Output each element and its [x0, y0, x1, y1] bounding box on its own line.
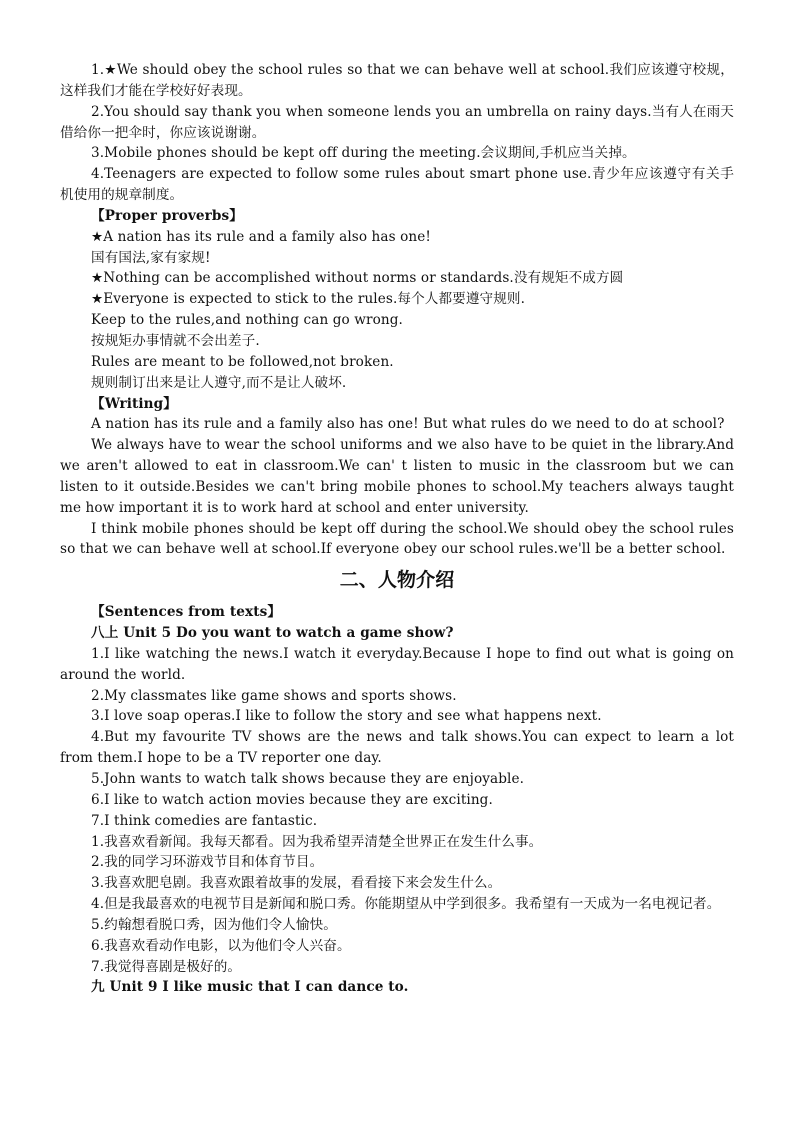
chinese-sentence: 4.但是我最喜欢的电视节目是新闻和脱口秀。你能期望从中学到很多。我希望有一天成为一名电视记者。: [91, 896, 721, 913]
english-sentence: 6.I like to watch action movies because they are exciting.: [91, 791, 493, 808]
chinese-sentence: 3.我喜欢肥皂剧。我喜欢跟着故事的发展，看看接下来会发生什么。: [91, 875, 502, 892]
unit5-chinese-sentences: [60, 832, 734, 978]
rules-sentence: 4.Teenagers are expected to follow some rules about smart phone use.青少年应该遵守有关手机使用的规章制度。: [60, 166, 734, 204]
unit-title: 八上 Unit 5 Do you want to watch a game show?: [91, 625, 454, 642]
rules-sentence: 2.You should say thank you when someone lends you an umbrella on rainy days.当有人在雨天借给你一把伞时，你应该说谢谢。: [60, 103, 734, 141]
rules-sentence-list: [60, 60, 734, 206]
writing-paragraph: I think mobile phones should be kept off during the school.We should obey the school rules so that we can behave well at school.If everyone obey our school rules.we'll be a better school.: [60, 520, 734, 558]
rules-sentence: 1.★We should obey the school rules so that we can behave well at school.我们应该遵守校规，这样我们才能在学校好好表现。: [60, 62, 734, 99]
writing-body: [60, 414, 734, 560]
english-sentence: 7.I think comedies are fantastic.: [91, 812, 318, 829]
proverb-line: 国有国法,家有家规!: [91, 249, 211, 266]
unit-title: 九 Unit 9 I like music that I can dance to.: [91, 979, 409, 996]
writing-heading: 【Writing】: [91, 395, 177, 412]
writing-paragraph: A nation has its rule and a family also has one! But what rules do we need to do at school?: [91, 416, 725, 433]
proverb-line: Keep to the rules,and nothing can go wrong.: [91, 312, 403, 329]
texts-heading: 【Sentences from texts】: [91, 604, 282, 621]
proverb-line: ★A nation has its rule and a family also has one!: [91, 228, 431, 245]
english-sentence: 5.John wants to watch talk shows because they are enjoyable.: [91, 771, 525, 787]
english-sentence: 4.But my favourite TV shows are the news and talk shows.You can expect to learn a lot from them.I hope to be a TV reporter one day.: [60, 729, 734, 767]
chinese-sentence: 2.我的同学习环游戏节目和体育节目。: [91, 854, 324, 871]
chinese-sentence: 5.约翰想看脱口秀，因为他们令人愉快。: [91, 916, 337, 933]
chinese-sentence: 7.我觉得喜剧是极好的。: [91, 958, 242, 975]
proverbs-list: [60, 227, 734, 394]
proverb-line: 按规矩办事情就不会出差子.: [91, 332, 260, 349]
proverb-line: Rules are meant to be followed,not broken.: [91, 353, 394, 370]
chinese-sentence: 1.我喜欢看新闻。我每天都看。因为我希望弄清楚全世界正在发生什么事。: [91, 833, 543, 850]
proverb-line: 规则制订出来是让人遵守,而不是让人破坏.: [91, 374, 347, 391]
section-title: 二、人物介绍: [339, 569, 455, 592]
chinese-sentence: 6.我喜欢看动作电影，以为他们令人兴奋。: [91, 937, 351, 954]
proverb-line: ★Nothing can be accomplished without norms or standards.没有规矩不成方圆: [91, 270, 624, 287]
english-sentence: 3.I love soap operas.I like to follow the story and see what happens next.: [91, 708, 602, 725]
proverbs-heading: 【Proper proverbs】: [91, 207, 243, 224]
document-page: [60, 60, 734, 998]
english-sentence: 1.I like watching the news.I watch it everyday.Because I hope to find out what is going on around the world.: [60, 645, 734, 683]
english-sentence: 2.My classmates like game shows and sports shows.: [91, 687, 457, 704]
unit5-english-sentences: [60, 644, 734, 832]
writing-paragraph: We always have to wear the school uniforms and we also have to be quiet in the library.And we aren't allowed to eat in classroom.We can' t listen to music in the classroom but we can listen to it outside.Besides we can't bring mobile phones to school.My teachers always taught me how important it is to work hard at school and enter university.: [60, 437, 734, 516]
proverb-line: ★Everyone is expected to stick to the rules.每个人都要遵守规则.: [91, 291, 526, 308]
rules-sentence: 3.Mobile phones should be kept off during the meeting.会议期间,手机应当关掉。: [91, 145, 636, 162]
